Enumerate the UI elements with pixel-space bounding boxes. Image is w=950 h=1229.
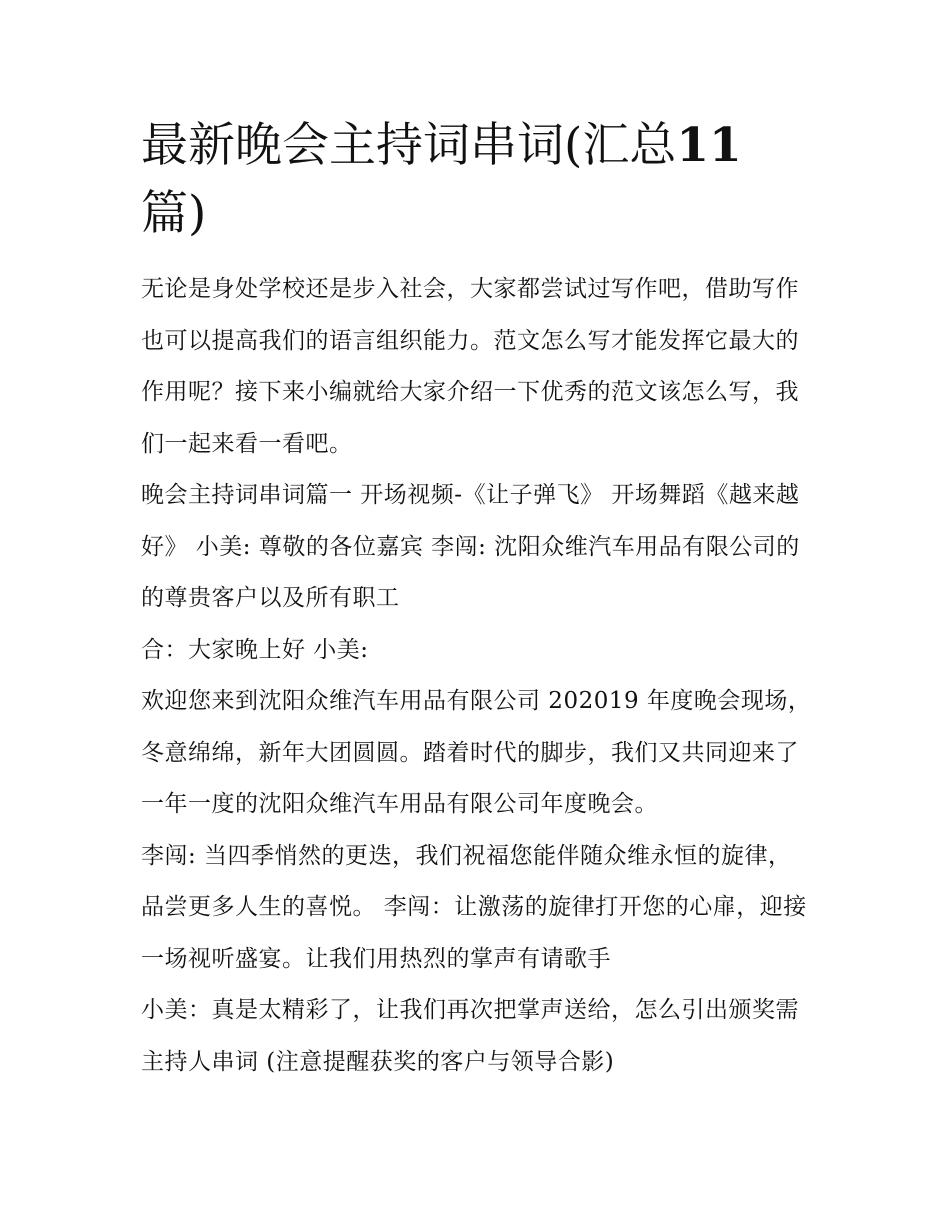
paragraph-intro: 无论是身处学校还是步入社会，大家都尝试过写作吧，借助写作也可以提高我们的语言组织能力。范文怎么写才能发挥它最大的作用呢？接下来小编就给大家介绍一下优秀的范文该怎么写，我们一起来看一看吧。 bbox=[141, 276, 799, 457]
title-number: 11 bbox=[676, 118, 742, 173]
document-page bbox=[141, 112, 813, 1088]
paragraph-opening: 晚会主持词串词篇一 开场视频-《让子弹飞》 开场舞蹈《越来越好》 小美: 尊敬的各位嘉宾 李闯: 沈阳众维汽车用品有限公司的的尊贵客户以及所有职工 bbox=[141, 482, 800, 611]
paragraph-greeting: 合：大家晚上好 小美: bbox=[141, 636, 369, 663]
document-title bbox=[141, 112, 813, 248]
paragraph-welcome: 欢迎您来到沈阳众维汽车用品有限公司 202019 年度晚会现场，冬意绵绵，新年大团圆圆。踏着时代的脚步，我们又共同迎来了一年一度的沈阳众维汽车用品有限公司年度晚会。 bbox=[141, 688, 812, 817]
title-main-text: 最新晚会主持词串词(汇总 bbox=[141, 118, 677, 173]
paragraph-award: 小美：真是太精彩了，让我们再次把掌声送给，怎么引出颁奖需主持人串词 (注意提醒获奖的客户与领导合影) bbox=[141, 997, 799, 1075]
paragraph-seasons: 李闯: 当四季悄然的更迭，我们祝福您能伴随众维永恒的旋律，品尝更多人生的喜悦。 李闯：让激荡的旋律打开您的心扉，迎接一场视听盛宴。让我们用热烈的掌声有请歌手 bbox=[141, 842, 807, 972]
title-end-text: 篇) bbox=[141, 186, 207, 241]
